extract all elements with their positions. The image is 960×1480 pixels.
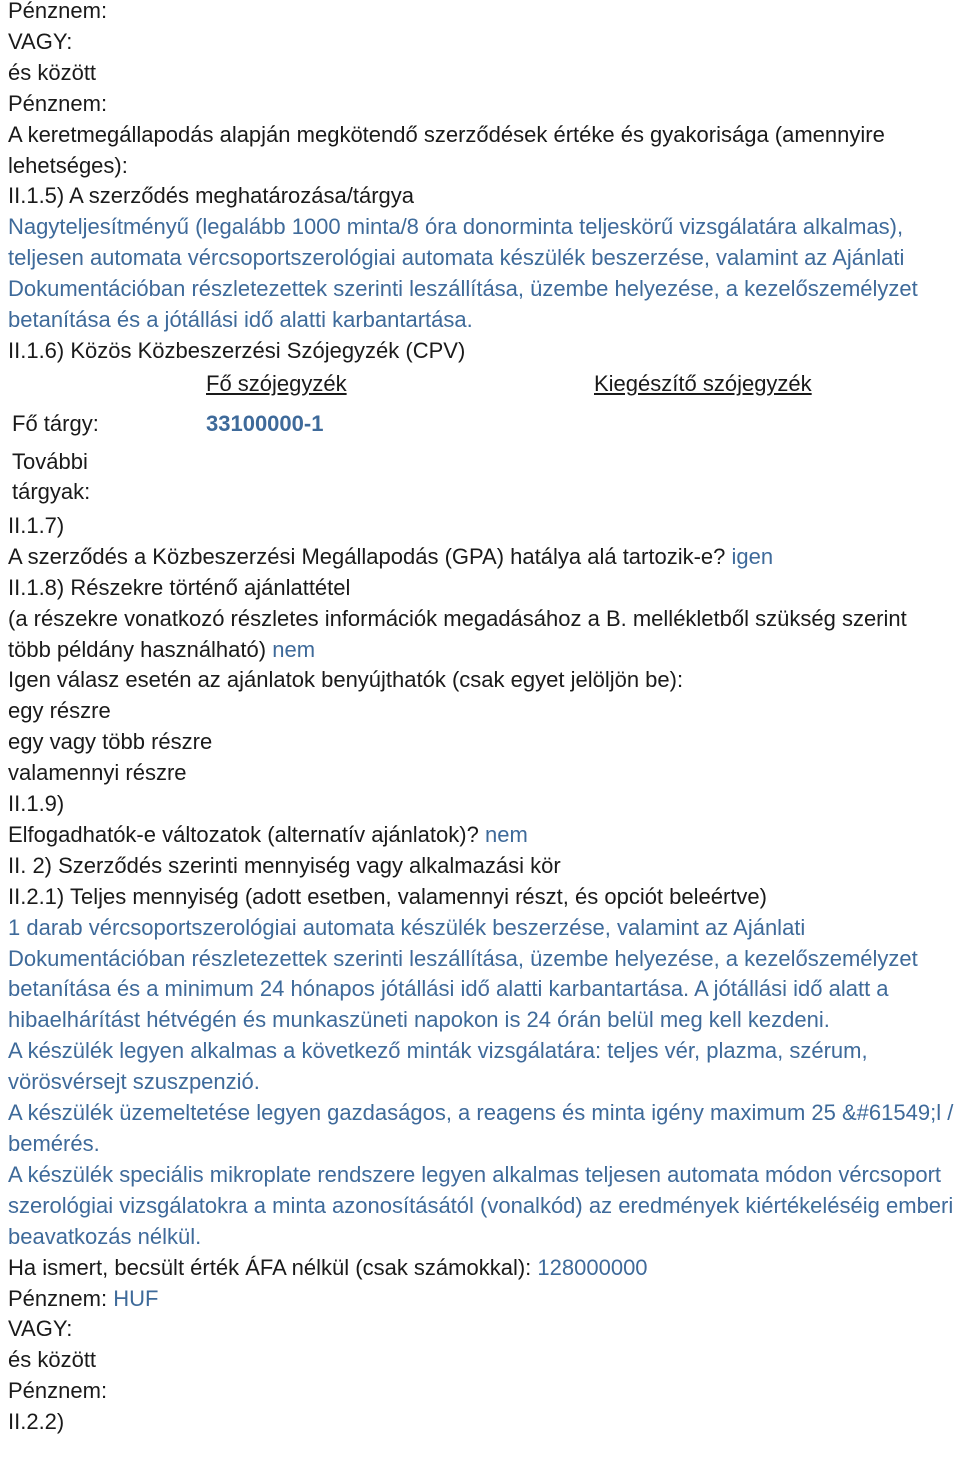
variants-question-text: Elfogadhatók-e változatok (alternatív ajánlatok)? (8, 821, 479, 847)
variants-answer: nem (484, 821, 528, 847)
currency-value: HUF (113, 1285, 159, 1311)
variants-question (8, 820, 954, 851)
cpv-table-header (8, 369, 954, 407)
lots-option-one-or-more: egy vagy több részre (8, 729, 213, 755)
cpv-supplementary-vocabulary-header: Kiegészítő szójegyzék (594, 370, 812, 396)
section-heading-II-2: II. 2) Szerződés szerinti mennyiség vagy alkalmazási kör (8, 852, 561, 878)
or-label: VAGY: (8, 28, 73, 54)
currency-label: Pénznem: (8, 1285, 108, 1311)
main-subject-label: Fő tárgy: (12, 410, 99, 436)
estimated-value-label: Ha ismert, becsült érték ÁFA nélkül (csak számokkal): (8, 1254, 532, 1280)
section-heading-II-1-7: II.1.7) (8, 512, 65, 538)
lots-note-text: (a részekre vonatkozó részletes információk megadásához a B. mellékletből szükség szerint több példány használható) (8, 605, 907, 662)
currency-label: Pénznem: (8, 0, 108, 23)
further-subjects-label: További tárgyak: (12, 448, 91, 504)
total-quantity-paragraph-2: A készülék legyen alkalmas a következő minták vizsgálatára: teljes vér, plazma, szérum, vörösvérsejt szuszpenzió. (8, 1038, 868, 1095)
between-label: és között (8, 1347, 97, 1373)
currency-label: Pénznem: (8, 1378, 108, 1404)
cpv-further-subjects-row (8, 447, 954, 511)
gpa-question (8, 542, 954, 573)
total-quantity-paragraph-3: A készülék üzemeltetése legyen gazdaságos, a reagens és minta igény maximum 25 &#61549;l / bemérés. (8, 1100, 954, 1156)
total-quantity-paragraph-4: A készülék speciális mikroplate rendszere legyen alkalmas teljesen automata módon vércsoport szerológiai vizsgálatokra a minta azonosításától (vonalkód) az eredmények kiértékeléséig emberi beavatkozás nélkül. (8, 1161, 954, 1249)
gpa-question-text: A szerződés a Közbeszerzési Megállapodás (GPA) hatálya alá tartozik-e? (8, 543, 726, 569)
main-subject-cpv-code: 33100000-1 (206, 410, 324, 436)
estimated-value-line (8, 1253, 954, 1284)
total-quantity-paragraph-1: 1 darab vércsoportszerológiai automata készülék beszerzése, valamint az Ajánlati Dokumentációban részletezettek szerinti leszállítása, üzembe helyezése, a kezelőszemélyzet betanítása és a minimum 24 hónapos jótállási idő alatti karbantartása. A jótállási idő alatt a hibaelhárítást hétvégén és munkaszüneti napokon is 24 órán belül meg kell kezdeni. (8, 914, 918, 1033)
lots-if-yes-label: Igen válasz esetén az ajánlatok benyújthatók (csak egyet jelöljön be): (8, 667, 684, 693)
lots-option-one: egy részre (8, 698, 111, 724)
estimated-value: 128000000 (537, 1254, 648, 1280)
section-heading-II-1-5: II.1.5) A szerződés meghatározása/tárgya (8, 183, 415, 209)
section-heading-II-1-9: II.1.9) (8, 791, 65, 817)
document-body (8, 0, 954, 1438)
contract-subject-text: Nagyteljesítményű (legalább 1000 minta/8 óra donorminta teljeskörű vizsgálatára alkalmas), teljesen automata vércsoportszerológiai automata készülék beszerzése, valamint az Ajánlati Dokumentációban részletezettek szerinti leszállítása, üzembe helyezése, a kezelőszemélyzet betanítása és a jótállási idő alatti karbantartása. (8, 214, 918, 333)
or-label: VAGY: (8, 1316, 73, 1342)
cpv-main-vocabulary-header: Fő szójegyzék (206, 370, 347, 396)
section-heading-II-1-6: II.1.6) Közös Közbeszerzési Szójegyzék (CPV) (8, 337, 466, 363)
between-label: és között (8, 59, 97, 85)
gpa-answer: igen (731, 543, 774, 569)
currency-line (8, 1284, 954, 1315)
lots-note (8, 604, 954, 666)
lots-answer: nem (272, 636, 316, 662)
section-heading-II-1-8: II.1.8) Részekre történő ajánlattétel (8, 574, 351, 600)
section-heading-II-2-1: II.2.1) Teljes mennyiség (adott esetben, valamennyi részt, és opciót beleértve) (8, 883, 767, 909)
framework-value-label: A keretmegállapodás alapján megkötendő szerződések értéke és gyakorisága (amennyire lehetséges): (8, 121, 885, 178)
lots-option-all: valamennyi részre (8, 760, 187, 786)
section-heading-II-2-2: II.2.2) (8, 1409, 65, 1435)
cpv-main-subject-row (8, 407, 954, 447)
currency-label: Pénznem: (8, 90, 108, 116)
